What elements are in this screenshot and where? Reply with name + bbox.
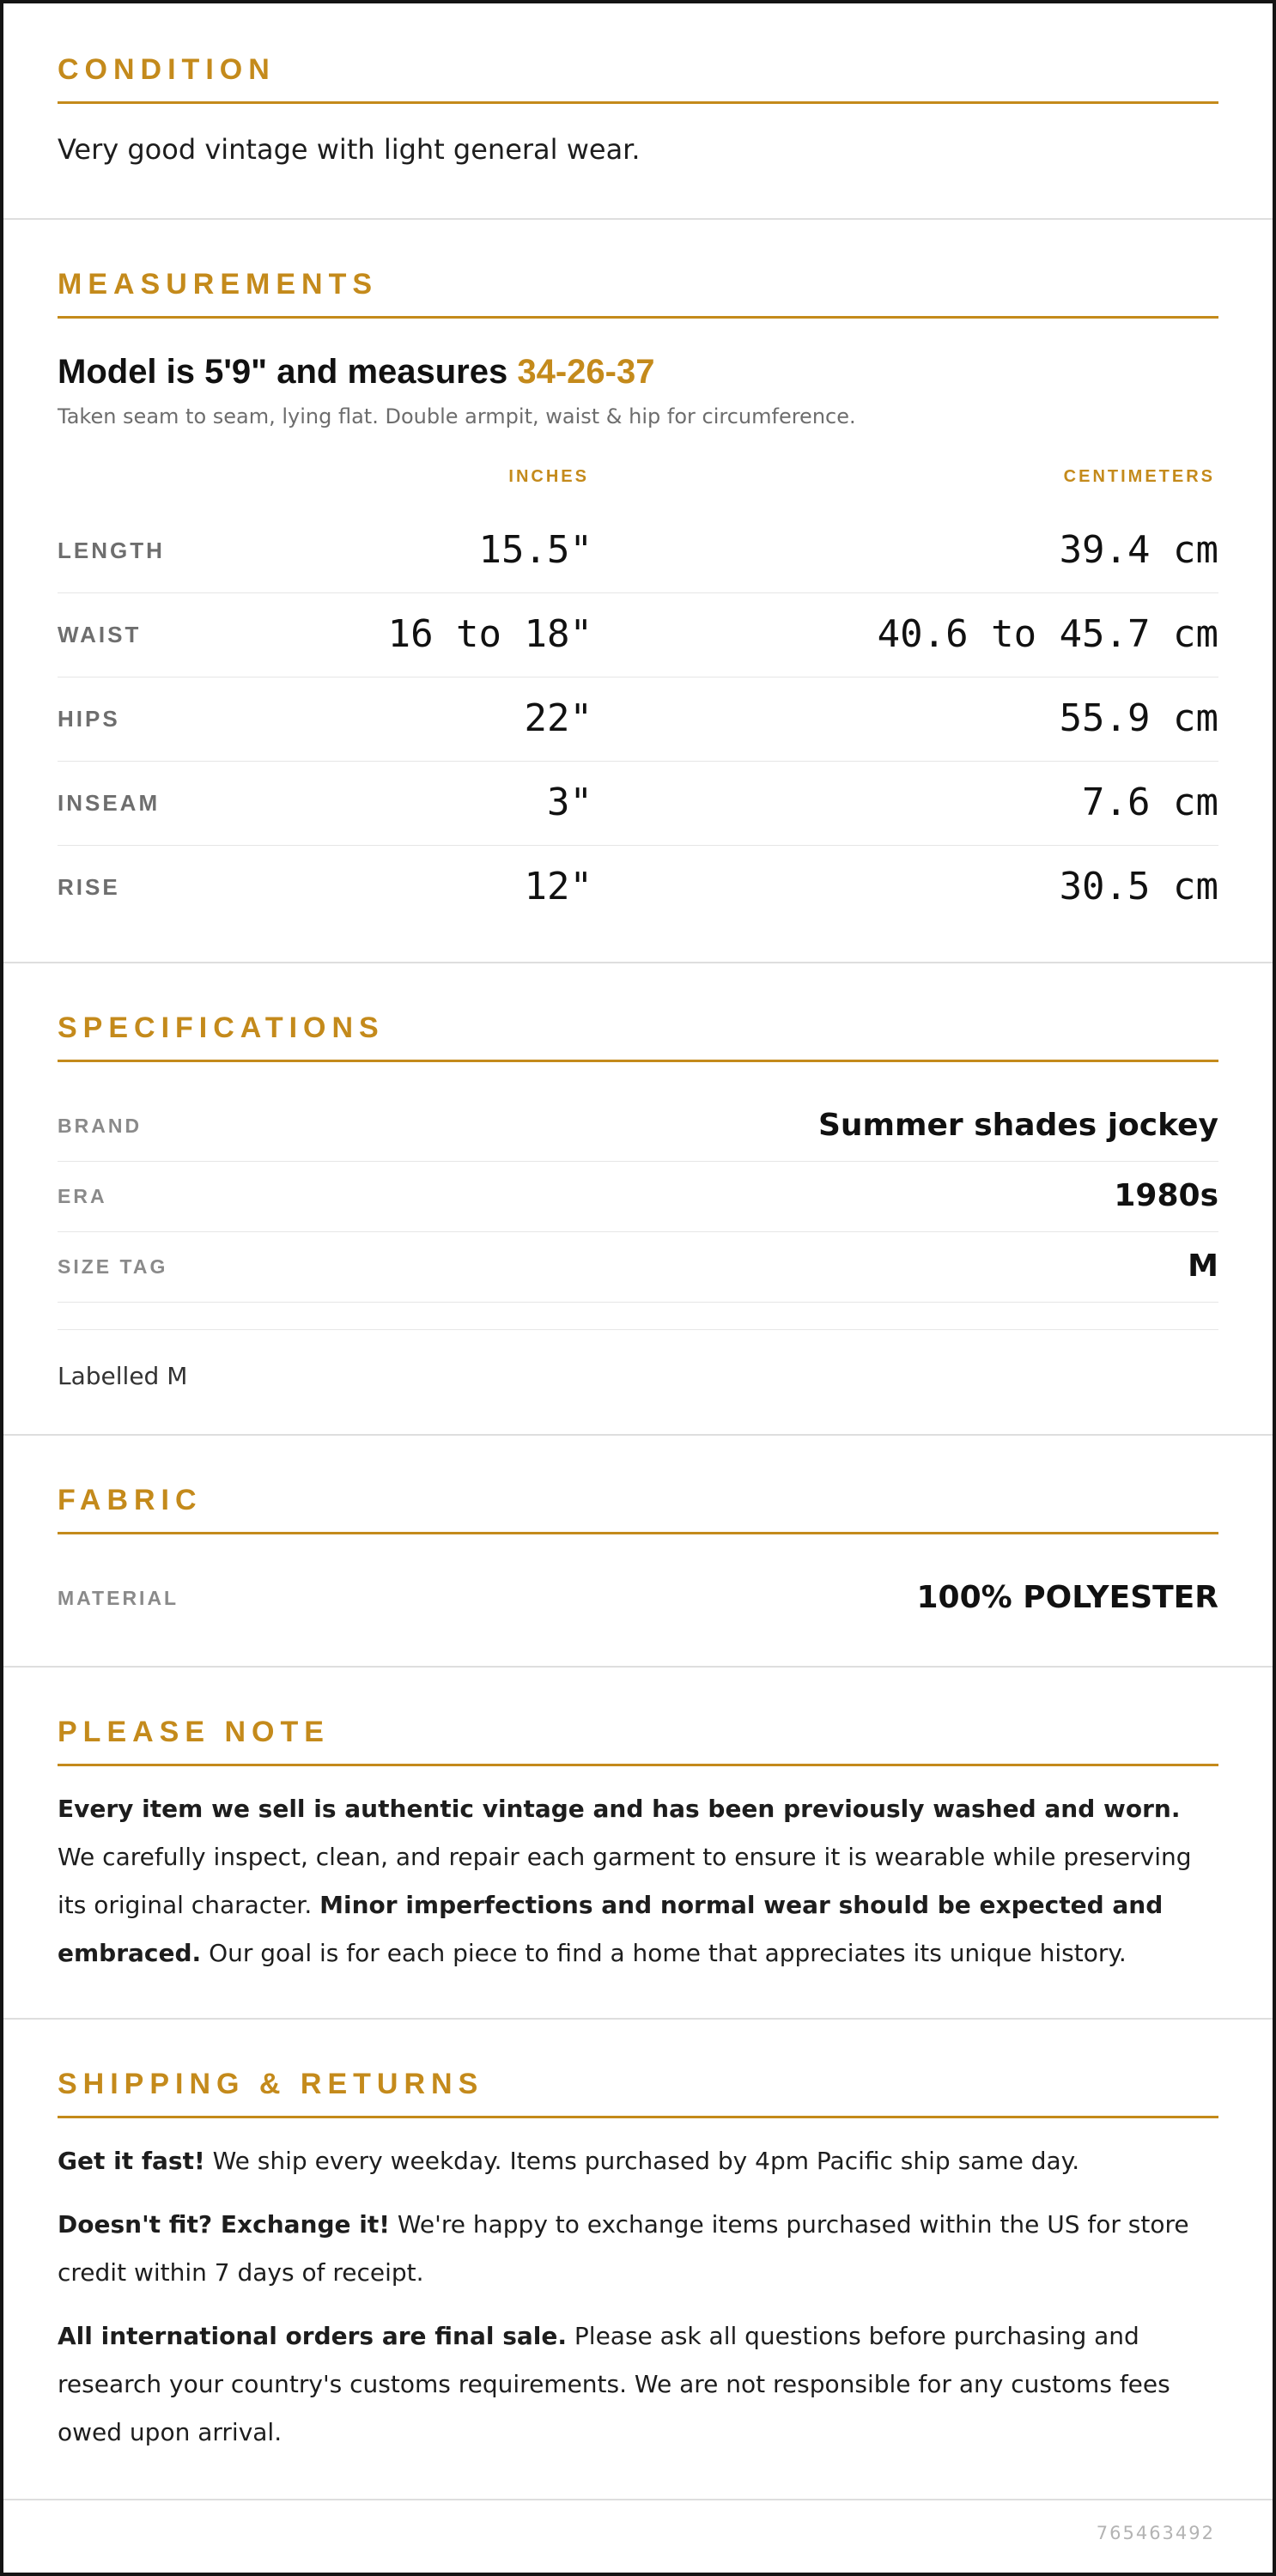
measurement-label: HIPS bbox=[58, 706, 120, 732]
shipping-section bbox=[3, 2069, 1273, 2457]
spec-row-brand bbox=[58, 1091, 1218, 1162]
spec-value: M bbox=[1188, 1249, 1218, 1284]
shipping-bold-2: Doesn't fit? Exchange it! bbox=[58, 2210, 390, 2239]
measurement-row-inseam bbox=[58, 761, 1218, 846]
measurements-section bbox=[3, 270, 1273, 429]
measurement-row-waist bbox=[58, 592, 1218, 677]
measurement-inches: 12" bbox=[524, 865, 592, 908]
fabric-value: 100% POLYESTER bbox=[916, 1580, 1218, 1615]
spec-note-separator bbox=[58, 1329, 1218, 1330]
shipping-bold-3: All international orders are final sale. bbox=[58, 2322, 568, 2350]
shipping-text-3: Please ask all questions before purchasing and research your country's customs requirements. We are not responsible for any customs fees owed upon arrival. bbox=[58, 2322, 1170, 2446]
fabric-label: MATERIAL bbox=[58, 1587, 179, 1609]
measurement-inches: 22" bbox=[524, 696, 592, 740]
specifications-section bbox=[3, 1013, 1273, 1062]
shipping-text-1: We ship every weekday. Items purchased by 4pm Pacific ship same day. bbox=[204, 2147, 1080, 2175]
please-note-text-2: Our goal is for each piece to find a home that appreciates its unique history. bbox=[201, 1939, 1127, 1967]
specifications-title: SPECIFICATIONS bbox=[58, 1012, 385, 1044]
shipping-paragraph-3 bbox=[58, 2312, 1218, 2457]
measurements-column-headers bbox=[3, 467, 1273, 501]
condition-text: Very good vintage with light general wear. bbox=[58, 133, 641, 166]
section-divider bbox=[3, 962, 1273, 963]
section-divider bbox=[3, 1666, 1273, 1668]
column-header-inches: INCHES bbox=[508, 467, 589, 486]
shipping-paragraph-1 bbox=[58, 2137, 1218, 2185]
spec-label: SIZE TAG bbox=[58, 1255, 168, 1278]
product-id: 765463492 bbox=[1096, 2523, 1215, 2543]
model-measures-prefix: Model is 5'9" and measures bbox=[58, 353, 518, 391]
measurement-centimeters: 39.4 cm bbox=[1059, 528, 1218, 572]
shipping-rule bbox=[58, 2116, 1218, 2118]
spec-value: 1980s bbox=[1114, 1178, 1218, 1213]
condition-title: CONDITION bbox=[58, 53, 276, 86]
please-note-text bbox=[58, 1785, 1218, 1978]
shipping-title: SHIPPING & RETURNS bbox=[58, 2068, 484, 2100]
please-note-section bbox=[3, 1717, 1273, 1978]
fabric-rule bbox=[58, 1532, 1218, 1534]
specifications-rule bbox=[58, 1060, 1218, 1062]
measurement-label: WAIST bbox=[58, 622, 142, 647]
shipping-text-2: We're happy to exchange items purchased within the US for store credit within 7 days of receipt. bbox=[58, 2210, 1189, 2287]
spec-label: ERA bbox=[58, 1185, 107, 1207]
shipping-bold-1: Get it fast! bbox=[58, 2147, 205, 2175]
shipping-paragraph-2 bbox=[58, 2201, 1218, 2297]
condition-section bbox=[3, 55, 1273, 166]
spec-label: BRAND bbox=[58, 1115, 143, 1137]
please-note-text-1: We carefully inspect, clean, and repair each garment to ensure it is wearable while preserving its original character. bbox=[58, 1843, 1192, 1919]
section-divider bbox=[3, 2018, 1273, 2020]
measurement-label: RISE bbox=[58, 874, 120, 900]
measurement-row-hips bbox=[58, 677, 1218, 762]
fabric-row-material bbox=[58, 1563, 1218, 1633]
measurements-note: Taken seam to seam, lying flat. Double armpit, waist & hip for circumference. bbox=[58, 404, 856, 428]
measurement-label: LENGTH bbox=[58, 538, 165, 563]
measurement-centimeters: 40.6 to 45.7 cm bbox=[877, 612, 1218, 656]
measurements-rule bbox=[58, 316, 1218, 319]
measurement-row-length bbox=[58, 508, 1218, 593]
section-divider bbox=[3, 218, 1273, 220]
column-header-centimeters: CENTIMETERS bbox=[1063, 467, 1215, 486]
measurement-inches: 16 to 18" bbox=[387, 612, 592, 656]
section-divider bbox=[3, 1434, 1273, 1436]
section-divider bbox=[3, 2499, 1273, 2500]
measurements-title: MEASUREMENTS bbox=[58, 268, 379, 301]
measurement-inches: 3" bbox=[547, 781, 592, 824]
measurement-label: INSEAM bbox=[58, 790, 161, 816]
fabric-section bbox=[3, 1485, 1273, 1534]
spec-value: Summer shades jockey bbox=[817, 1108, 1218, 1143]
condition-rule bbox=[58, 101, 1218, 104]
model-measures-value: 34-26-37 bbox=[517, 353, 655, 391]
spec-row-size-tag bbox=[58, 1231, 1218, 1303]
please-note-bold-1: Every item we sell is authentic vintage and has been previously washed and worn. bbox=[58, 1795, 1181, 1823]
measurement-centimeters: 30.5 cm bbox=[1059, 865, 1218, 908]
please-note-rule bbox=[58, 1764, 1218, 1766]
size-tag-note: Labelled M bbox=[58, 1362, 188, 1390]
spec-row-era bbox=[58, 1161, 1218, 1232]
measurement-centimeters: 55.9 cm bbox=[1059, 696, 1218, 740]
measurement-centimeters: 7.6 cm bbox=[1082, 781, 1218, 824]
model-measures-line bbox=[58, 355, 1218, 389]
please-note-bold-2: Minor imperfections and normal wear should be expected and embraced. bbox=[58, 1891, 1164, 1967]
please-note-title: PLEASE NOTE bbox=[58, 1716, 330, 1748]
measurement-inches: 15.5" bbox=[478, 528, 592, 572]
fabric-title: FABRIC bbox=[58, 1484, 203, 1516]
measurement-row-rise bbox=[58, 845, 1218, 929]
